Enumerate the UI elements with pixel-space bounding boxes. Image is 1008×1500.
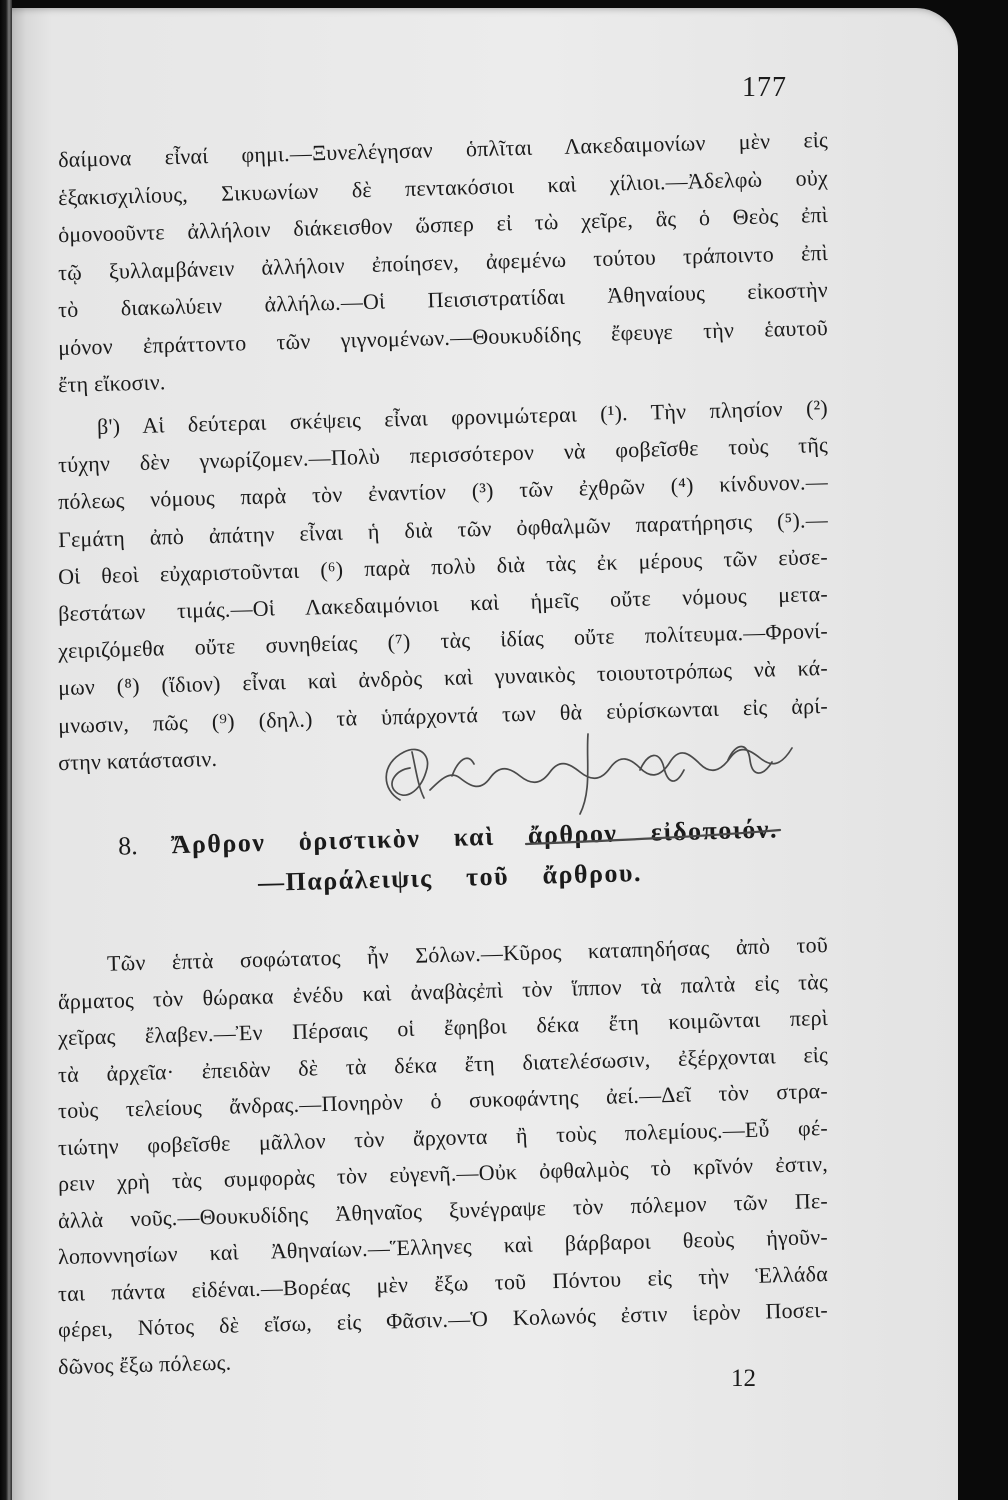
text-line: τιώτην φοβεῖσθε μᾶλλον τὸν ἄρχοντα ἢ τοὺς πολεμίους.—Εὖ φέ- [57, 1114, 829, 1160]
section-subtitle: —Παράλειψις τοῦ ἄρθρου. [257, 857, 643, 898]
section-number: 8. [117, 831, 138, 861]
text-line: Γεμάτη ἀπὸ ἀπάτην εἶναι ἡ διὰ τῶν ὀφθαλμῶν παρατήρησις (⁵).— [57, 506, 829, 552]
text-line: ὁμονοοῦντε ἀλλήλοιν διάκεισθον ὥσπερ εἰ τὼ χεῖρε, ἃς ὁ Θεὸς ἐπὶ [57, 201, 829, 248]
text-line: Οἱ θεοὶ εὐχαριστοῦνται (⁶) παρὰ πολὺ διὰ τὰς ἐκ μέρους τῶν εὐσε- [57, 543, 829, 589]
text-line: δῶνος ἔξω πόλεως. [57, 1349, 232, 1379]
text-line: λοποννησίων καὶ Ἀθηναίων.—Ἕλληνες καὶ βάρβαροι θεοὺς ἡγοῦν- [57, 1223, 829, 1270]
text-line: Τῶν ἑπτὰ σοφώτατος ἦν Σόλων.—Κῦρος καταπηδήσας ἀπὸ τοῦ [106, 931, 829, 976]
text-line: μνωσιν, πῶς (⁹) (δηλ.) τὰ ὑπάρχοντά των θὰ εὑρίσκωνται εἰς ἀρί- [57, 692, 829, 738]
page-number: 177 [742, 72, 787, 103]
text-line: στην κατάστασιν. [57, 745, 218, 775]
text-line: χειριζόμεθα οὔτε συνηθείας (⁷) τὰς ἰδίας οὔτε πολίτευμα.—Φρονί- [57, 618, 829, 664]
signature-mark: 12 [731, 1365, 756, 1392]
text-line: τὰ ἀρχεῖα· ἐπειδὰν δὲ τὰ δέκα ἔτη διατελέσωσιν, ἐξέρχονται εἰς [57, 1041, 829, 1087]
text-line: τοὺς τελείους ἄνδρας.—Πονηρὸν ὁ συκοφάντης ἀεί.—Δεῖ τὸν στρα- [57, 1077, 829, 1124]
text-line: τὸ διακωλύειν ἀλλήλω.—Οἱ Πεισιστρατίδαι Ἀθηναίους εἰκοστὴν [57, 276, 829, 323]
text-line: ται πάντα εἰδέναι.—Βορέας μὲν ἔξω τοῦ Πόντου εἰς τὴν Ἑλλάδα [57, 1260, 829, 1306]
text-line: μόνον ἐπράττοντο τῶν γιγνομένων.—Θουκυδίδης ἔφευγε τὴν ἑαυτοῦ [57, 314, 829, 360]
book-binding-edge [0, 0, 12, 1500]
text-line: ἀλλὰ νοῦς.—Θουκυδίδης Ἀθηναῖος ξυνέγραψε τὸν πόλεμον τῶν Πε- [57, 1187, 829, 1233]
text-line: μων (⁸) (ἴδιον) εἶναι καὶ ἀνδρὸς καὶ γυναικὸς τοιουτοτρόπως νὰ κά- [57, 655, 829, 701]
text-line: ἔτη εἴκοσιν. [57, 369, 166, 398]
paragraph-1 [57, 126, 829, 398]
text-line: β') Αἱ δεύτεραι σκέψεις εἶναι φρονιμώτεραι (¹). Τὴν πλησίον (²) [96, 394, 829, 440]
text-line: τύχην δὲν γνωρίζομεν.—Πολὺ περισσότερον νὰ φοβεῖσθε τοὺς τῆς [57, 432, 829, 478]
text-line: ἑξακισχιλίους, Σικυωνίων δὲ πεντακόσιοι καὶ χίλιοι.—Ἀδελφὼ οὐχ [57, 164, 829, 210]
text-line: ἅρματος τὸν θώρακα ἐνέδυ καὶ ἀναβὰςἐπὶ τὸν ἵππον τὰ παλτὰ εἰς τὰς [57, 968, 829, 1014]
text-line: τῷ ξυλλαμβάνειν ἀλλήλοιν ἐποίησεν, ἀφεμένω τούτου τράποιντο ἐπὶ [57, 239, 829, 285]
text-line: βεστάτων τιμάς.—Οἱ Λακεδαιμόνιοι καὶ ἡμεῖς οὔτε νόμους μετα- [57, 580, 829, 627]
paragraph-2 [57, 394, 829, 775]
section-title: Ἄρθρον ὁριστικὸν καὶ ἄρθρον εἰδοποιόν. [170, 814, 779, 860]
text-line: πόλεως νόμους παρὰ τὸν ἐναντίον (³) τῶν ἐχθρῶν (⁴) κίνδυνον.— [57, 469, 829, 515]
text-line: δαίμονα εἶναί φημι.—Ξυνελέγησαν ὁπλῖται Λακεδαιμονίων μὲν εἰς [57, 126, 829, 173]
text-line: φέρει, Νότος δὲ εἴσω, εἰς Φᾶσιν.—Ὁ Κολωνός ἐστιν ἱερὸν Ποσει- [57, 1296, 829, 1343]
text-line: ρειν χρὴ τὰς συμφορὰς τὸν εὐγενῆ.—Οὐκ ὀφθαλμὸς τὸ κρῖνόν ἐστιν, [57, 1150, 829, 1197]
text-line: χεῖρας ἔλαβεν.—Ἐν Πέρσαις οἱ ἔφηβοι δέκα ἔτη κοιμῶνται περὶ [57, 1004, 829, 1051]
